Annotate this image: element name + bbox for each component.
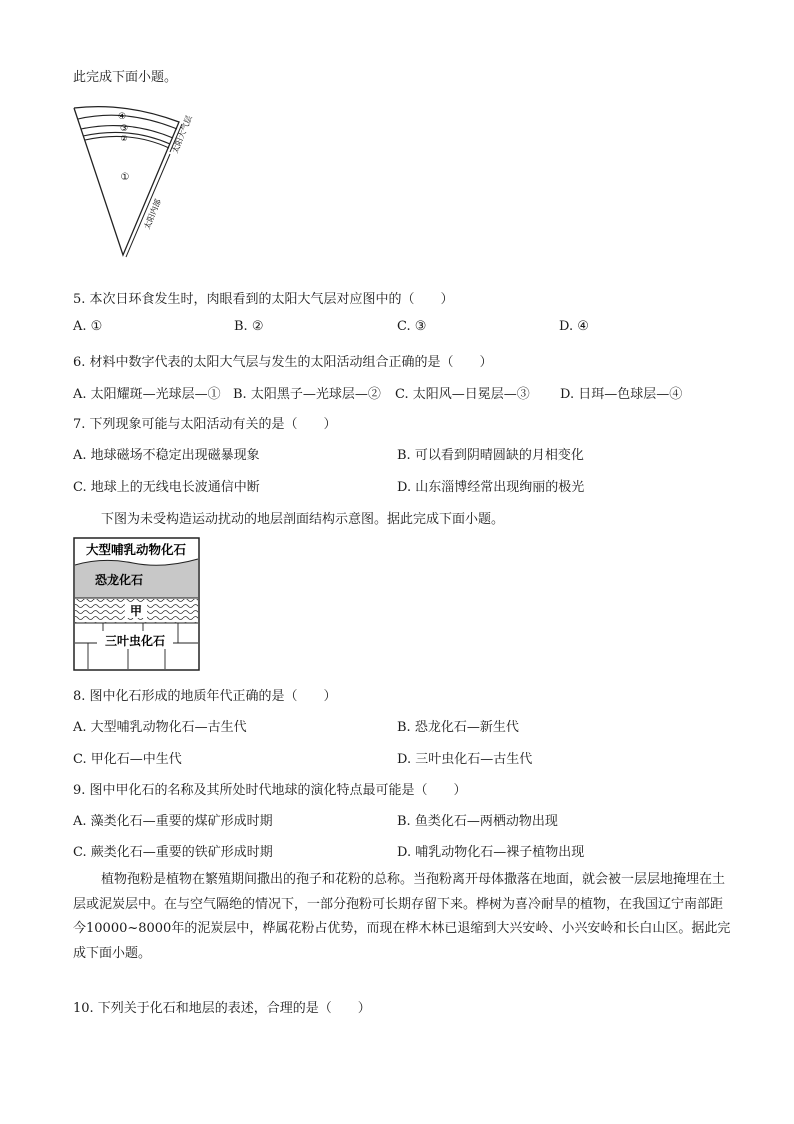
q6-option-d[interactable]: D. 日珥—色球层—④ — [560, 387, 683, 402]
strata-diagram — [73, 537, 201, 671]
q7-option-c[interactable]: C. 地球上的无线电长波通信中断 — [73, 480, 260, 495]
intro-tail: 此完成下面小题。 — [73, 70, 178, 85]
layer-label-trilobite: 三叶虫化石 — [104, 634, 166, 648]
q8-option-a[interactable]: A. 大型哺乳动物化石—古生代 — [73, 720, 247, 735]
q7-stem: 7. 下列现象可能与太阳活动有关的是（ ） — [73, 417, 337, 432]
q5-option-d[interactable]: D. ④ — [559, 319, 589, 334]
q7-option-d[interactable]: D. 山东淄博经常出现绚丽的极光 — [397, 480, 585, 495]
inner-label: 太阳内部 — [142, 197, 163, 231]
q6-option-a[interactable]: A. 太阳耀斑—光球层—① — [73, 387, 221, 402]
layer-label-1: ① — [120, 172, 130, 183]
layer-label-dinosaur: 恐龙化石 — [94, 573, 144, 587]
q5-stem: 5. 本次日环食发生时，肉眼看到的太阳大气层对应图中的（ ） — [73, 292, 454, 307]
layer-label-mammal: 大型哺乳动物化石 — [85, 542, 187, 557]
layer-label-jia: 甲 — [129, 604, 143, 618]
q5-option-b[interactable]: B. ② — [234, 319, 264, 334]
q10-stem: 10. 下列关于化石和地层的表述，合理的是（ ） — [73, 1001, 371, 1016]
q9-stem: 9. 图中甲化石的名称及其所处时代地球的演化特点最可能是（ ） — [73, 783, 467, 798]
q7-option-b[interactable]: B. 可以看到阴晴圆缺的月相变化 — [397, 448, 584, 463]
q9-option-a[interactable]: A. 藻类化石—重要的煤矿形成时期 — [73, 814, 273, 829]
q5-option-a[interactable]: A. ① — [73, 319, 103, 334]
q9-option-c[interactable]: C. 蕨类化石—重要的铁矿形成时期 — [73, 845, 273, 860]
sun-structure-diagram — [66, 102, 226, 267]
inner-bracket-line — [126, 154, 170, 257]
q6-option-c[interactable]: C. 太阳风—日冕层—③ — [395, 387, 530, 402]
q9-option-b[interactable]: B. 鱼类化石—两栖动物出现 — [397, 814, 558, 829]
q7-option-a[interactable]: A. 地球磁场不稳定出现磁暴现象 — [73, 448, 260, 463]
q8-option-b[interactable]: B. 恐龙化石—新生代 — [397, 720, 519, 735]
strata-intro: 下图为未受构造运动扰动的地层剖面结构示意图。据此完成下面小题。 — [101, 512, 505, 527]
q6-stem: 6. 材料中数字代表的太阳大气层与发生的太阳活动组合正确的是（ ） — [73, 355, 493, 370]
pollen-passage: 植物孢粉是植物在繁殖期间撒出的孢子和花粉的总称。当孢粉离开母体撒落在地面，就会被一层层地掩埋在土层或泥炭层中。在与空气隔绝的情况下，一部分孢粉可长期存留下来。桦树为喜冷耐旱的植物，在我国辽宁南部距今10000~8000年的泥炭层中，桦属花粉占优势，而现在桦木林已退缩到大兴安岭、小兴安岭和长白山区。据此完成下面小题。 — [73, 872, 731, 961]
q8-option-d[interactable]: D. 三叶虫化石—古生代 — [397, 752, 533, 767]
q8-stem: 8. 图中化石形成的地质年代正确的是（ ） — [73, 689, 337, 704]
q9-option-d[interactable]: D. 哺乳动物化石—裸子植物出现 — [397, 845, 585, 860]
layer-label-3: ③ — [119, 124, 129, 134]
layer-label-4: ④ — [117, 112, 127, 122]
layer-label-2: ② — [120, 134, 128, 143]
outer-label: 太阳大气层 — [170, 114, 194, 155]
q8-option-c[interactable]: C. 甲化石—中生代 — [73, 752, 182, 767]
q6-option-b[interactable]: B. 太阳黑子—光球层—② — [233, 387, 381, 402]
q5-option-c[interactable]: C. ③ — [397, 319, 427, 334]
